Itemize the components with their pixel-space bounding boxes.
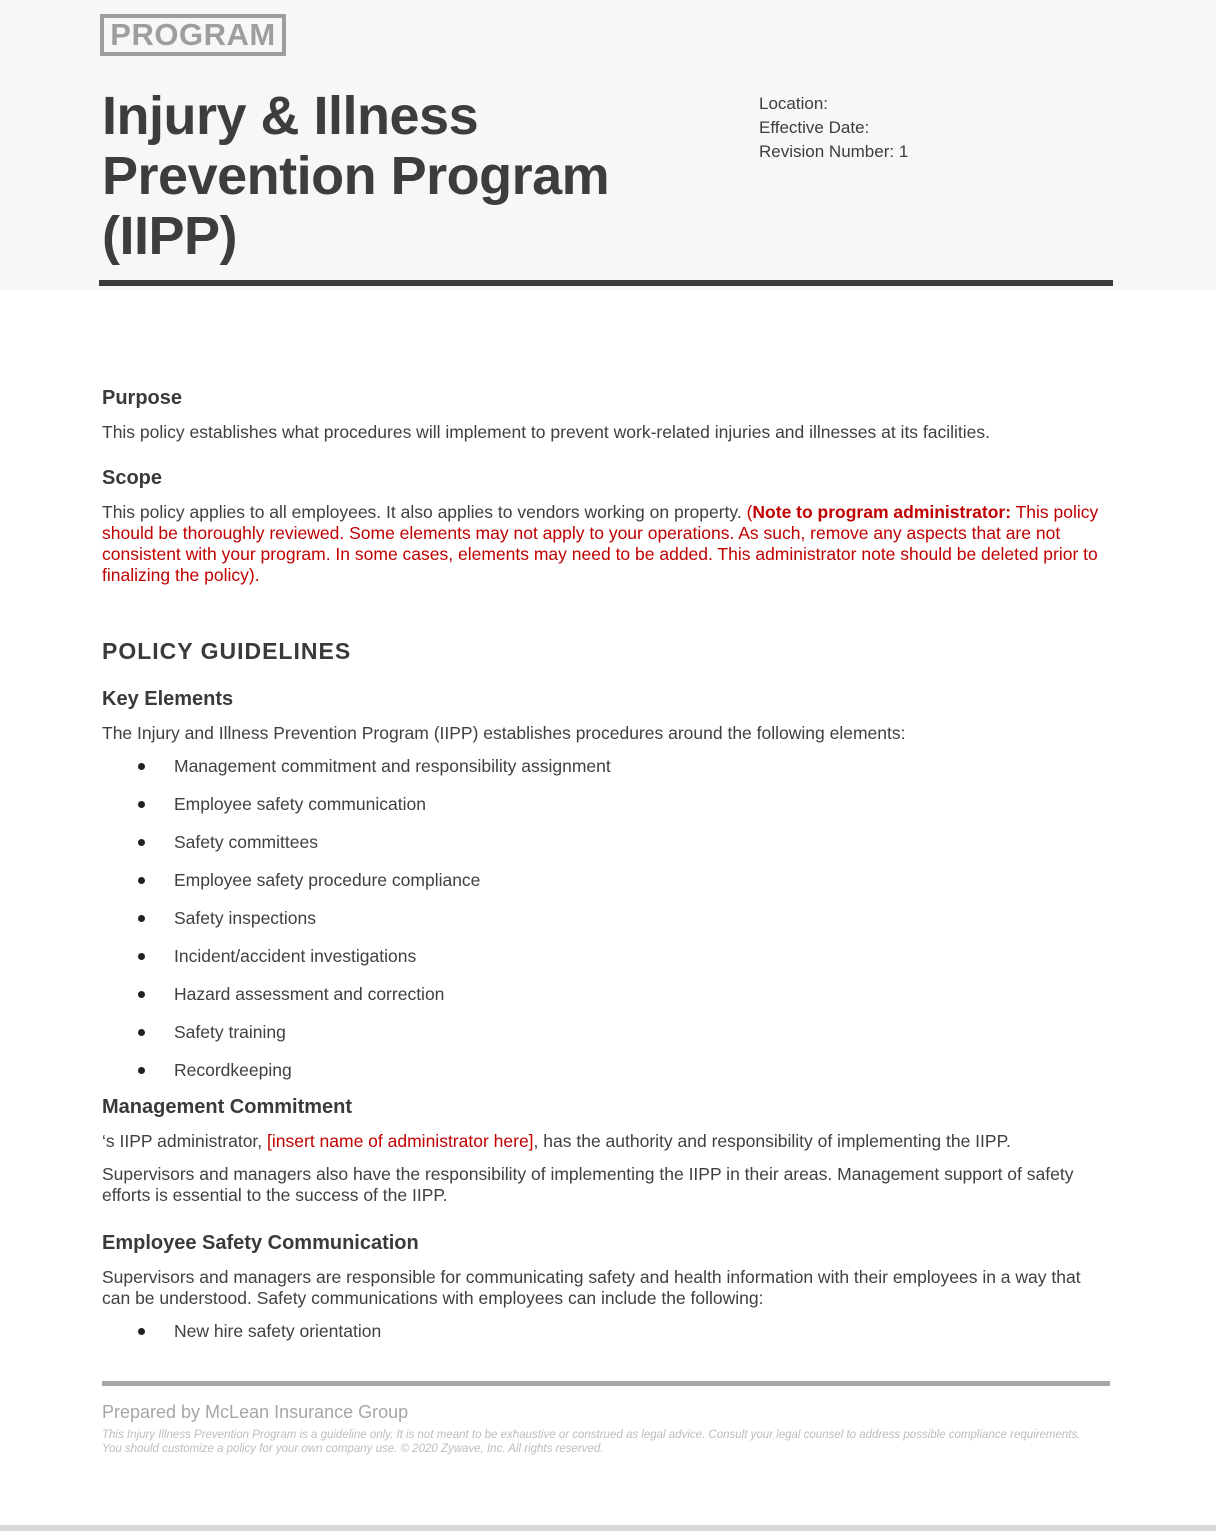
key-elements-list: [102, 756, 1112, 1094]
scope-heading: Scope: [102, 467, 163, 489]
meta-effective-date: Effective Date:: [759, 118, 870, 137]
list-item: Employee safety procedure compliance: [102, 870, 1112, 908]
admin-note-open: (: [746, 502, 753, 522]
purpose-heading: Purpose: [102, 387, 183, 409]
bullet-icon: [138, 839, 145, 846]
bullet-icon: [138, 763, 145, 770]
list-item: Safety training: [102, 1022, 1112, 1060]
meta-location: Location:: [759, 94, 828, 113]
list-item: Safety committees: [102, 832, 1112, 870]
list-item: Incident/accident investigations: [102, 946, 1112, 984]
purpose-text: This policy establishes what procedures will implement to prevent work-related injuries and illnesses at its facilities.: [102, 422, 991, 442]
footer-prepared-by: Prepared by McLean Insurance Group: [102, 1402, 409, 1422]
key-elements-heading: Key Elements: [102, 688, 234, 710]
bullet-icon: [138, 877, 145, 884]
policy-guidelines-heading: POLICY GUIDELINES: [102, 638, 352, 664]
communication-list: [102, 1321, 1112, 1359]
document-body: [102, 385, 1112, 1359]
list-item: Management commitment and responsibility assignment: [102, 756, 1112, 794]
page-bottom-edge: [0, 1525, 1216, 1531]
bullet-icon: [138, 1067, 145, 1074]
list-item: New hire safety orientation: [102, 1321, 1112, 1359]
employee-communication-heading: Employee Safety Communication: [102, 1232, 419, 1254]
list-item: Hazard assessment and correction: [102, 984, 1112, 1022]
management-commitment-heading: Management Commitment: [102, 1096, 353, 1118]
list-item: Safety inspections: [102, 908, 1112, 946]
document-meta: [759, 92, 908, 164]
bullet-icon: [138, 1328, 145, 1335]
scope-text: [102, 502, 1112, 586]
bullet-icon: [138, 1029, 145, 1036]
meta-revision-number: Revision Number: 1: [759, 142, 909, 161]
management-commitment-line: ‘s IIPP administrator, [insert name of administrator here], has the authority and responsibility of implementing the IIPP.: [102, 1131, 1011, 1151]
list-item: Employee safety communication: [102, 794, 1112, 832]
admin-note-text: This policy should be thoroughly reviewed. Some elements may not apply to your operations. As such, remove any aspects that are not consistent with your program. In some cases, elements may need to be added. This administrator note should be deleted prior to finalizing the policy).: [102, 502, 1099, 585]
admin-note-label: Note to program administrator:: [752, 502, 1012, 522]
footer-disclaimer: This Injury Illness Prevention Program is a guideline only. It is not meant to be exhaustive or construed as legal advice. Consult your legal counsel to address possible compliance requirements. You should customize a policy for your own company use. © 2020 Zywave, Inc. All rights reserved.: [102, 1429, 1081, 1455]
employee-communication-paragraph: Supervisors and managers are responsible for communicating safety and health information with their employees in a way that can be understood. Safety communications with employees can include the following:: [102, 1267, 1081, 1308]
management-commitment-paragraph: Supervisors and managers also have the responsibility of implementing the IIPP in their areas. Management support of safety efforts is essential to the success of the IIPP.: [102, 1164, 1074, 1205]
program-badge: PROGRAM: [100, 14, 286, 56]
scope-body: This policy applies to all employees. It also applies to vendors working on property.: [102, 502, 747, 522]
document-title: Injury & Illness Prevention Program (IIPP): [102, 86, 610, 266]
bullet-icon: [138, 953, 145, 960]
bullet-icon: [138, 991, 145, 998]
bullet-icon: [138, 801, 145, 808]
key-elements-intro: The Injury and Illness Prevention Program (IIPP) establishes procedures around the following elements:: [102, 723, 906, 743]
header-divider: [99, 280, 1113, 286]
administrator-placeholder: [insert name of administrator here]: [267, 1131, 534, 1151]
footer-divider: [102, 1381, 1110, 1386]
list-item: Recordkeeping: [102, 1060, 1112, 1094]
bullet-icon: [138, 915, 145, 922]
